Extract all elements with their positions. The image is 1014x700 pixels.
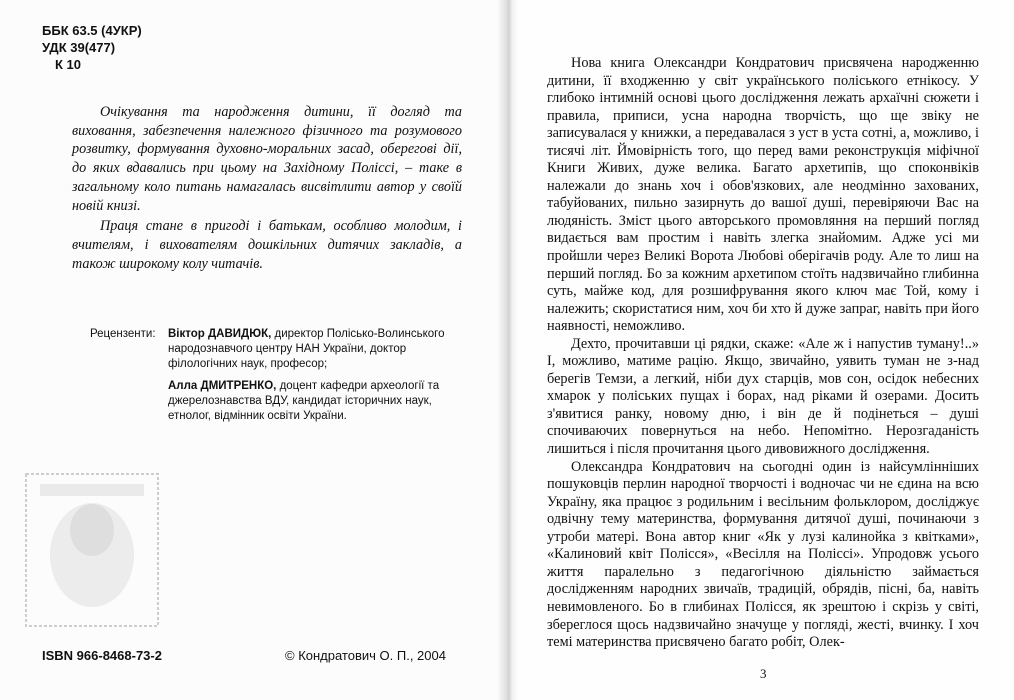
reviewer-name: Алла ДМИТРЕНКО, <box>168 380 277 392</box>
page-number: 3 <box>760 666 767 681</box>
catalog-block <box>42 22 142 73</box>
reviewer-name: Віктор ДАВИДЮК, <box>168 328 272 340</box>
reviewer-description: доцент кафедри археології та джерелознавства ВДУ, кандидат історичних наук, етнолог, відмінник освіти України. <box>168 380 440 422</box>
foreword-text <box>547 55 979 652</box>
foreword-paragraph: Нова книга Олександри Кондратович присвячена народженню дитини, її входженню у світ українського поліського етнікосу. У глибоко інтимній основі цього дослідження лежать архаїчні сюжети і правила, приписи, усна народна творчість, що ще звіку не записувалася у книжки, а передавалася з уст в уста сотні, а, можливо, і тисячі літ. Ймовірність того, що перед вами реконструкція міфічної Книги Живих, дуже велика. Багато архетипів, що споконвіків належали до знань хоч і обов'язкових, але неодмінно захованих, табуйованих, пильно зазирнуть до вашої душі, перевіряючи Вас на людяність. Зміст цього авторського промовляння на перший погляд видається вам простим і навіть злегка знайомим. Адже усі ми пройшли через Великі Ворота Любові оберігачів роду. Але то лиш на перший погляд. Бо за кожним архетипом стоїть надзвичайно глибинна суть, майже код, для розшифрування якого ключ має Той, кому і належить; скористатися ним, хоч би хто й дуже запраг, навіть при його наявності, неможливо. <box>547 55 979 335</box>
reviewer-entry <box>168 379 468 424</box>
copyright: © Кондратович О. П., 2004 <box>285 648 446 663</box>
foreword-paragraph: Дехто, прочитавши ці рядки, скаже: «Але ж і напустив туману!..» І, можливо, матиме рацію. Якщо, звичайно, уявить туман не з-над берегів Темзи, а легкий, ніби дух старців, мов сон, осідок небесних хмарок у поліських пущах і борах, над ріками й озерами. Досить з'явитися ранку, новому дню, і він де й подінеться – душі спочиваючих повернуться на небо. Непомітно. Нерозгаданість лишиться і після прочитання цього дивовижного дослідження. <box>547 335 979 458</box>
annotation <box>72 103 462 273</box>
annotation-paragraph: Очікування та народження дитини, її догляд та виховання, забезпечення належного фізичного та розумового розвитку, формування духовно-моральних засад, обереговi дії, до яких вдавались при цьому на Західному Поліссі, – таке в загальному коло питань намагалась висвітлити автор у своїй новій книзі. <box>72 104 462 214</box>
reviewer-entry <box>168 327 468 372</box>
book-gutter <box>497 0 519 700</box>
reviewer-description: директор Полісько-Волинського народознавчого центру НАН України, доктор філологічних наук, професор; <box>168 328 445 370</box>
bbk-code: ББК 63.5 (4УКР) <box>42 23 142 38</box>
faded-stamp <box>22 470 162 630</box>
right-page <box>507 0 1014 700</box>
annotation-paragraph: Праця стане в пригоді і батькам, особливо молодим, і вчителям, і вихователям дошкільних дитячих закладів, а також широкому колу читачів. <box>72 218 462 272</box>
reviewers-label: Рецензенти: <box>90 328 156 340</box>
author-code: К 10 <box>55 57 82 72</box>
foreword-paragraph: Олександра Кондратович на сьогодні один із найсумлінніших пошуковців перлин народної творчості і водночас чи не єдина на всю Україну, яка працює з родильним і весільним фольклором, досліджує одвічну тему материнства, формування дитячої душі, починаючи з утроби матері. Вона автор книг «Як у лузі калинойка з квітками», «Калиновий квіт Полісся», «Весілля на Поліссі». Упродовж усього життя паралельно з педагогічною діяльністю займається дослідженням народних звичаїв, традицій, обрядів, пісні, ба, навіть невимовленого. Бо в глибинах Полісся, як зрештою і скрізь у світі, збереглося щось надзвичайно значуще у погляді, жесті, вчинку. І хоч темі материнства присвячено багато робіт, Олек- <box>547 458 979 651</box>
udk-code: УДК 39(477) <box>42 40 116 55</box>
isbn: ISBN 966-8468-73-2 <box>42 648 162 663</box>
